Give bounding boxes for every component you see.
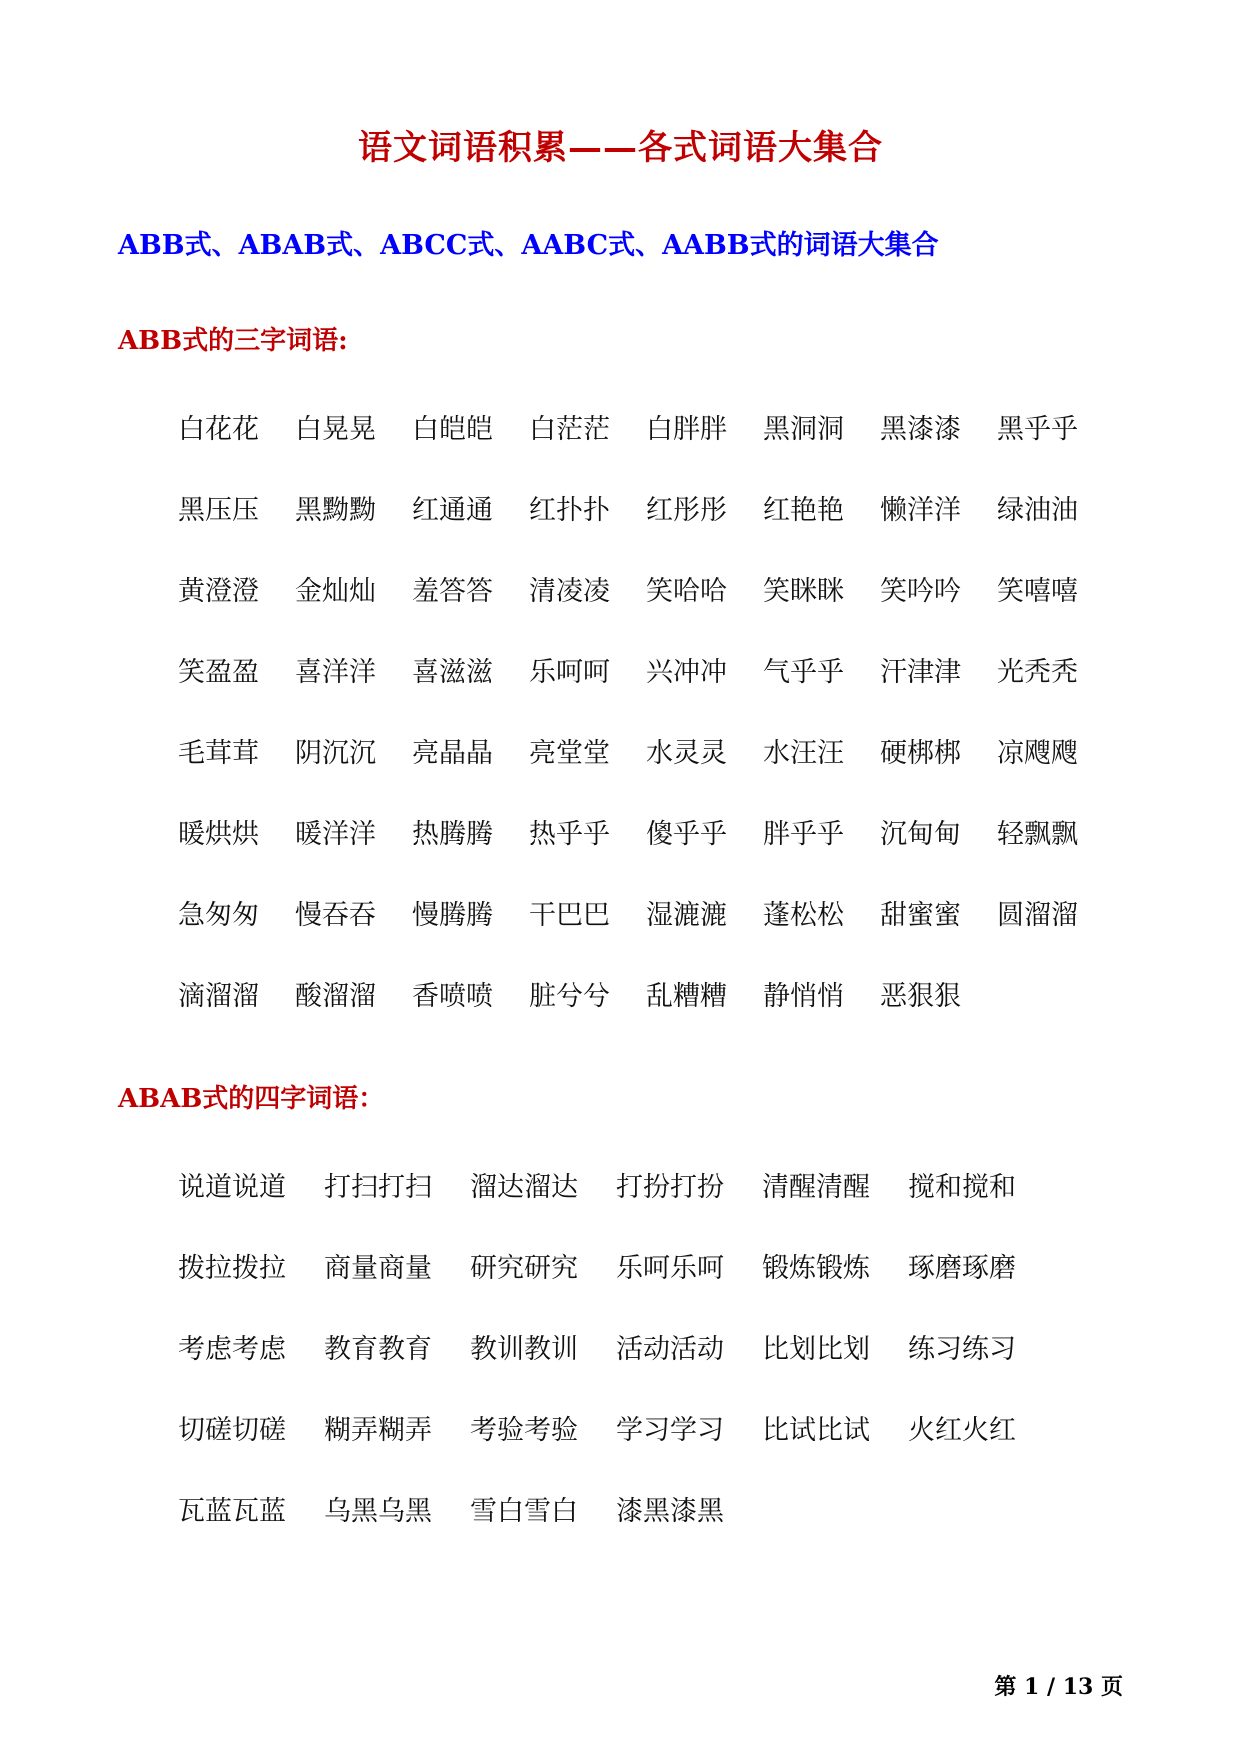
word-item: 教育教育 [324,1334,432,1365]
word-item: 湿漉漉 [646,900,727,931]
word-row [178,815,1114,896]
word-item: 红彤彤 [646,495,727,526]
word-item: 光秃秃 [997,657,1078,688]
word-item: 乱糟糟 [646,981,727,1012]
word-row [178,410,1114,491]
word-grid-abb [178,410,1114,1058]
word-item: 慢腾腾 [412,900,493,931]
word-item: 绿油油 [997,495,1078,526]
word-item: 暖洋洋 [295,819,376,850]
document-title: 语文词语积累——各式词语大集合 [358,128,883,168]
page-number: 第 1 / 13 页 [994,1674,1123,1700]
word-item: 溜达溜达 [470,1172,578,1203]
word-item: 亮晶晶 [412,738,493,769]
word-item: 羞答答 [412,576,493,607]
word-item: 硬梆梆 [880,738,961,769]
word-item: 白茫茫 [529,414,610,445]
word-item: 白皑皑 [412,414,493,445]
word-item: 甜蜜蜜 [880,900,961,931]
word-item: 瓦蓝瓦蓝 [178,1496,286,1527]
word-row [178,653,1114,734]
word-item: 金灿灿 [295,576,376,607]
word-item: 白花花 [178,414,259,445]
word-item: 滴溜溜 [178,981,259,1012]
word-row [178,1330,1054,1411]
word-item: 黑压压 [178,495,259,526]
word-item: 热乎乎 [529,819,610,850]
word-row [178,977,1114,1058]
section-heading-abab: ABAB式的四字词语： [118,1084,385,1114]
word-item: 水汪汪 [763,738,844,769]
word-item: 说道说道 [178,1172,286,1203]
word-item: 红艳艳 [763,495,844,526]
word-item: 香喷喷 [412,981,493,1012]
word-item: 笑吟吟 [880,576,961,607]
word-item: 水灵灵 [646,738,727,769]
word-item: 胖乎乎 [763,819,844,850]
word-item: 打扫打扫 [324,1172,432,1203]
word-item: 懒洋洋 [880,495,961,526]
word-item: 急匆匆 [178,900,259,931]
word-item: 红通通 [412,495,493,526]
word-item: 暖烘烘 [178,819,259,850]
word-item: 蓬松松 [763,900,844,931]
word-item: 火红火红 [908,1415,1016,1446]
word-item: 笑嘻嘻 [997,576,1078,607]
word-item: 阴沉沉 [295,738,376,769]
word-item: 脏兮兮 [529,981,610,1012]
word-item: 傻乎乎 [646,819,727,850]
word-item: 酸溜溜 [295,981,376,1012]
word-item: 沉甸甸 [880,819,961,850]
word-item: 笑哈哈 [646,576,727,607]
word-item: 静悄悄 [763,981,844,1012]
word-item: 糊弄糊弄 [324,1415,432,1446]
word-row [178,1411,1054,1492]
word-item: 清凌凌 [529,576,610,607]
word-item: 打扮打扮 [616,1172,724,1203]
word-item: 黄澄澄 [178,576,259,607]
word-item: 锻炼锻炼 [762,1253,870,1284]
word-item: 红扑扑 [529,495,610,526]
word-item: 白晃晃 [295,414,376,445]
word-item: 笑眯眯 [763,576,844,607]
word-row [178,491,1114,572]
word-item: 考虑考虑 [178,1334,286,1365]
word-item: 黑洞洞 [763,414,844,445]
word-item: 热腾腾 [412,819,493,850]
document-subtitle: ABB式、ABAB式、ABCC式、AABC式、AABB式的词语大集合 [118,230,939,261]
word-item: 黑乎乎 [997,414,1078,445]
word-item: 研究研究 [470,1253,578,1284]
word-item: 笑盈盈 [178,657,259,688]
word-item: 兴冲冲 [646,657,727,688]
word-row [178,734,1114,815]
word-item: 乌黑乌黑 [324,1496,432,1527]
section-heading-abb: ABB式的三字词语: [118,326,348,356]
word-item: 雪白雪白 [470,1496,578,1527]
word-item: 教训教训 [470,1334,578,1365]
word-item: 喜洋洋 [295,657,376,688]
word-item: 琢磨琢磨 [908,1253,1016,1284]
word-row [178,572,1114,653]
word-item: 汗津津 [880,657,961,688]
word-item: 乐呵呵 [529,657,610,688]
word-row [178,1492,1054,1573]
word-item: 练习练习 [908,1334,1016,1365]
word-grid-abab [178,1168,1054,1573]
word-item: 轻飘飘 [997,819,1078,850]
word-item: 毛茸茸 [178,738,259,769]
word-item: 清醒清醒 [762,1172,870,1203]
word-item: 比试比试 [762,1415,870,1446]
word-item: 活动活动 [616,1334,724,1365]
word-item: 亮堂堂 [529,738,610,769]
word-row [178,1168,1054,1249]
word-item: 白胖胖 [646,414,727,445]
word-item: 气乎乎 [763,657,844,688]
word-item: 圆溜溜 [997,900,1078,931]
word-item: 喜滋滋 [412,657,493,688]
word-row [178,896,1114,977]
word-item: 恶狠狠 [880,981,961,1012]
word-item: 凉飕飕 [997,738,1078,769]
word-item: 搅和搅和 [908,1172,1016,1203]
word-item: 切磋切磋 [178,1415,286,1446]
word-item: 黑漆漆 [880,414,961,445]
word-row [178,1249,1054,1330]
word-item: 拨拉拨拉 [178,1253,286,1284]
word-item: 学习学习 [616,1415,724,1446]
word-item: 漆黑漆黑 [616,1496,724,1527]
word-item: 干巴巴 [529,900,610,931]
word-item: 比划比划 [762,1334,870,1365]
word-item: 慢吞吞 [295,900,376,931]
word-item: 考验考验 [470,1415,578,1446]
word-item: 商量商量 [324,1253,432,1284]
word-item: 黑黝黝 [295,495,376,526]
word-item: 乐呵乐呵 [616,1253,724,1284]
